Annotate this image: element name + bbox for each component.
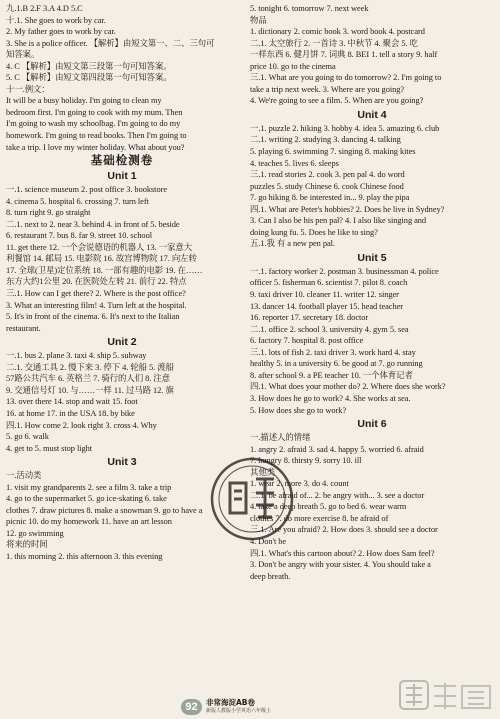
unit-answer-line: 一.1. puzzle 2. hiking 3. hobby 4. idea 5. amazing 6. club bbox=[250, 123, 440, 133]
answer-line: 2. My father goes to work by car. bbox=[6, 27, 116, 37]
units-left bbox=[6, 169, 238, 562]
unit-answer-line: 12. go swimming bbox=[6, 528, 64, 538]
unit-answer-line: clothes 7. draw pictures 8. make a snowman 9. go to have a bbox=[6, 505, 203, 515]
unit-answer-line: 东方大约1公里 20. 在医院处左转 21. 前行 22. 特点 bbox=[6, 277, 187, 287]
answer-line: I'm going to wash my schoolbag. I'm going to do my bbox=[6, 119, 181, 129]
stamp-seal-icon bbox=[206, 453, 298, 545]
answer-line: It will be a busy holiday. I'm going to clean my bbox=[6, 96, 162, 106]
answer-line: homework. I'm going to read books. Then I'm going to bbox=[6, 131, 187, 141]
unit-answer-line: 二.1. be afraid of... 2. be angry with... 3. see a doctor bbox=[250, 490, 425, 500]
unit-answer-line: deep breath. bbox=[250, 571, 291, 581]
unit3-continued-block bbox=[250, 3, 494, 107]
unit-heading: Unit 2 bbox=[107, 336, 137, 349]
unit-answer-line: 9. 交通信号灯 10. 与……一样 11. 过马路 12. 旗 bbox=[6, 385, 174, 395]
answer-line: 5. C 【解析】由短文第四段第一句可知答案。 bbox=[6, 73, 172, 83]
unit-answer-line: 4. go to the supermarket 5. go ice-skating 6. take bbox=[6, 494, 167, 504]
unit-answer-line: 四.1. What's this cartoon about? 2. How does Sam feel? bbox=[250, 548, 435, 558]
unit-answer-line: 二.1. next to 2. near 3. behind 4. in front of 5. beside bbox=[6, 219, 180, 229]
unit-answer-line: 16. at home 17. in the USA 18. by bike bbox=[6, 408, 135, 418]
answer-line: take a trip. I love my winter holiday. What about you? bbox=[6, 142, 185, 152]
watermark-logo-icon bbox=[398, 678, 496, 714]
unit3-answer-line: 三.1. What are you going to do tomorrow? 2. I'm going to bbox=[250, 73, 442, 83]
unit-answer-line: puzzles 5. study Chinese 6. cook Chinese food bbox=[250, 181, 404, 191]
unit-answer-line: 5. It's in front of the cinema. 6. It's next to the Italian bbox=[6, 312, 180, 322]
unit-answer-line: 其他类 bbox=[250, 467, 275, 477]
unit-answer-line: 二.1. 交通工具 2. 慢下来 3. 停下 4. 轮船 5. 渡船 bbox=[6, 362, 174, 372]
unit-answer-line: 四.1. What are Peter's hobbies? 2. Does he live in Sydney? bbox=[250, 204, 445, 214]
section-title: 基础检测卷 bbox=[90, 153, 154, 168]
unit-answer-line: 三.1. read stories 2. cook 3. pen pal 4. do word bbox=[250, 170, 405, 180]
unit-answer-line: 1. angry 2. afraid 3. sad 4. happy 5. worried 6. afraid bbox=[250, 444, 424, 454]
unit-answer-line: clothes 7. do more exercise 8. be afraid of bbox=[250, 513, 389, 523]
unit-answer-line: 6. factory 7. hospital 8. post office bbox=[250, 336, 364, 346]
answer-line: 知答案。 bbox=[6, 50, 40, 60]
unit-answer-line: 一.1. bus 2. plane 3. taxi 4. ship 5. subway bbox=[6, 351, 147, 361]
book-subtitle: 新版人教版小学英语六年级上 bbox=[206, 708, 272, 714]
unit-answer-line: 17. 全球(卫星)定位系统 18. 一部有趣的电影 19. 在…… bbox=[6, 265, 203, 275]
unit-answer-line: 一.1. factory worker 2. postman 3. businessman 4. police bbox=[250, 266, 439, 276]
unit-answer-line: picnic 10. do my homework 11. have an art lesson bbox=[6, 517, 172, 527]
unit-answer-line: 将来的时间 bbox=[6, 540, 48, 550]
unit3-answer-line: 二.1. 太空旅行 2. 一首诗 3. 中秋节 4. 聚会 5. 吃 bbox=[250, 38, 418, 48]
unit3-answer-line: price 10. go to the cinema bbox=[250, 61, 336, 71]
unit-heading: Unit 4 bbox=[357, 108, 387, 121]
unit-answer-line: 8. after school 9. a PE teacher 10. 一个体育记者 bbox=[250, 370, 413, 380]
unit-answer-line: 57路公共汽车 6. 英格兰 7. 骑行的人们 8. 注意 bbox=[6, 374, 170, 384]
unit-answer-line: healthy 5. in a university 6. be good at 7. go running bbox=[250, 359, 423, 369]
unit-answer-line: 一.1. science museum 2. post office 3. bookstore bbox=[6, 185, 168, 195]
book-title: 非常海淀AB卷 bbox=[206, 698, 256, 707]
answer-line: 十.1. She goes to work by car. bbox=[6, 15, 106, 25]
unit-answer-line: 三.1. How can I get there? 2. Where is the post office? bbox=[6, 289, 186, 299]
page-number: 92 bbox=[181, 699, 202, 715]
unit-answer-line: 16. reporter 17. secretary 18. doctor bbox=[250, 313, 369, 323]
unit-answer-line: officer 5. fisherman 6. scientist 7. pilot 8. coach bbox=[250, 278, 408, 288]
unit-answer-line: 9. taxi driver 10. cleaner 11. writer 12. singer bbox=[250, 290, 399, 300]
unit-answer-line: 二.1. writing 2. studying 3. dancing 4. talking bbox=[250, 135, 401, 145]
unit-heading: Unit 1 bbox=[107, 170, 137, 183]
unit3-answer-line: 5. tonight 6. tomorrow 7. next week bbox=[250, 4, 369, 13]
unit-answer-line: 一.活动类 bbox=[6, 471, 42, 481]
unit3-answer-line: 一样东西 6. 健月饼 7. 词典 8. BEI 1. tell a story 9. half bbox=[250, 50, 438, 60]
unit-answer-line: 5. go 6. walk bbox=[6, 432, 49, 442]
unit-answer-line: 二.1. office 2. school 3. university 4. gym 5. sea bbox=[250, 324, 409, 334]
unit-answer-line: 8. turn right 9. go straight bbox=[6, 208, 91, 218]
unit-answer-line: 1. this morning 2. this afternoon 3. this evening bbox=[6, 551, 163, 561]
unit-answer-line: 利餐馆 14. 邮局 15. 电影院 16. 故宫博物院 17. 向左转 bbox=[6, 254, 197, 264]
unit-answer-line: 3. Don't be angry with your sister. 4. You should take a bbox=[250, 560, 431, 570]
unit-answer-line: doing kung fu. 5. Does he like to sing? bbox=[250, 227, 378, 237]
answer-line: 4. C 【解析】由短文第三段第一句可知答案。 bbox=[6, 61, 172, 71]
unit-answer-line: 5. How does she go to work? bbox=[250, 405, 347, 415]
left-column bbox=[6, 3, 238, 563]
unit-heading: Unit 6 bbox=[357, 418, 387, 431]
unit-answer-line: 三.1. lots of fish 2. taxi driver 3. work hard 4. stay bbox=[250, 347, 416, 357]
answer-line: 3. She is a police officer. 【解析】由短文第一、二、三句可 bbox=[6, 38, 215, 48]
unit-answer-line: 4. teaches 5. lives 6. sleeps bbox=[250, 158, 339, 168]
unit-answer-line: 3. How does he go to work? 4. She works at sea. bbox=[250, 393, 411, 403]
unit-heading: Unit 5 bbox=[357, 251, 387, 264]
unit-answer-line: 13. dancer 14. football player 15. head teacher bbox=[250, 301, 403, 311]
unit-answer-line: 一.描述人的情绪 bbox=[250, 433, 311, 443]
unit-answer-line: 4. cinema 5. hospital 6. crossing 7. turn left bbox=[6, 196, 149, 206]
reading-answers-block bbox=[6, 3, 238, 153]
unit-answer-line: 五.1.我 有 a new pen pal. bbox=[250, 239, 335, 249]
unit-answer-line: restaurant. bbox=[6, 323, 41, 333]
unit-answer-line: 4. get to 5. must stop light bbox=[6, 443, 93, 453]
unit-heading: Unit 3 bbox=[107, 456, 137, 469]
answer-line: bedroom first. I'm going to cook with my mum. Then bbox=[6, 107, 183, 117]
unit-answer-line: 4. take a deep breath 5. go to bed 6. wear warm bbox=[250, 502, 407, 512]
unit-answer-line: 11. get there 12. 一个会说德语的机器人 13. 一家意大 bbox=[6, 242, 193, 252]
unit-answer-line: 四.1. What does your mother do? 2. Where does she work? bbox=[250, 382, 446, 392]
unit-answer-line: 1. wear 2. more 3. do 4. count bbox=[250, 479, 349, 489]
unit-answer-line: 5. playing 6. swimming 7. singing 8. making kites bbox=[250, 147, 416, 157]
unit3-answer-line: take a trip next week. 3. Where are you going? bbox=[250, 84, 405, 94]
unit-answer-line: 13. over there 14. stop and wait 15. foot bbox=[6, 397, 138, 407]
unit-answer-line: 7. go hiking 8. be interested in... 9. play the pipa bbox=[250, 193, 410, 203]
unit-answer-line: 4. Don't be bbox=[250, 536, 287, 546]
unit-answer-line: 三.1. Are you afraid? 2. How does 3. should see a doctor bbox=[250, 525, 438, 535]
unit-answer-line: 1. visit my grandparents 2. see a film 3. take a trip bbox=[6, 482, 172, 492]
unit-answer-line: 3. What an interesting film! 4. Turn left at the hospital. bbox=[6, 300, 187, 310]
unit-answer-line: 3. Can I also be his pen pal? 4. I also like singing and bbox=[250, 216, 427, 226]
unit3-answer-line: 1. dictionary 2. comic book 3. word book 4. postcard bbox=[250, 27, 425, 37]
unit3-answer-line: 物品 bbox=[250, 15, 267, 25]
unit-answer-line: 6. restaurant 7. bus 8. far 9. street 10. school bbox=[6, 231, 152, 241]
unit-answer-line: 7. hungry 8. thirsty 9. sorry 10. ill bbox=[250, 456, 362, 466]
unit3-answer-line: 4. We're going to see a film. 5. When are you going? bbox=[250, 96, 424, 106]
answer-line: 九.1.B 2.F 3.A 4.D 5.C bbox=[6, 4, 83, 13]
unit-answer-line: 四.1. How come 2. look right 3. cross 4. Why bbox=[6, 420, 157, 430]
answer-line: 十一.例文： bbox=[6, 84, 50, 94]
